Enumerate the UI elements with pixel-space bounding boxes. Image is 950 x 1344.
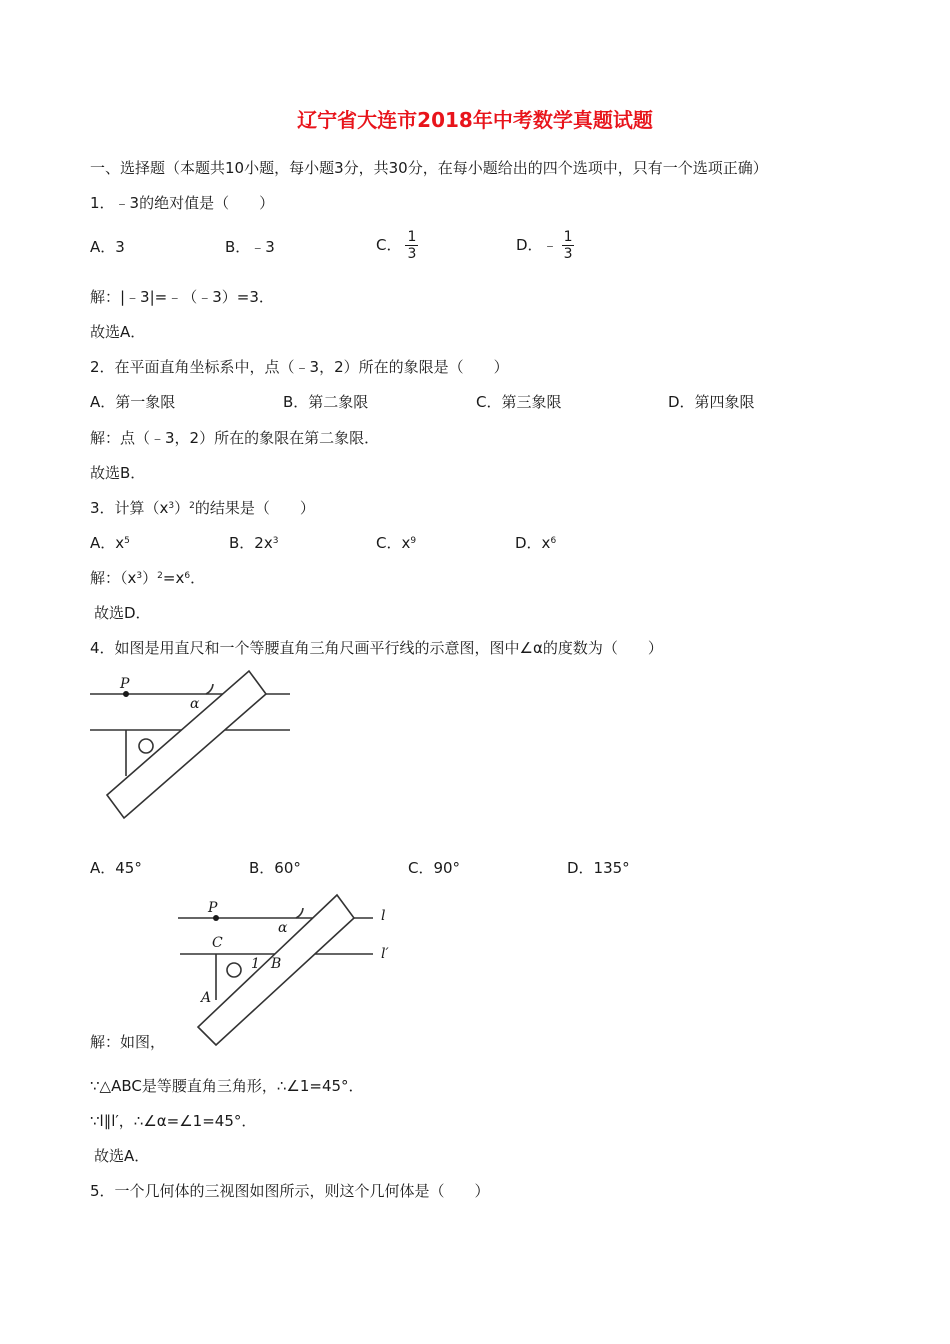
q1-option-c-label: C． — [376, 236, 402, 254]
exponent: 2 — [189, 501, 195, 511]
text: B．2x — [229, 534, 273, 552]
fraction-denominator: 3 — [563, 246, 573, 262]
label-p: P — [120, 676, 130, 692]
ruler — [107, 671, 266, 818]
q2-answer: 故选B． — [90, 464, 146, 482]
q1-option-b: B．﹣3 — [225, 238, 275, 256]
text: C．x — [376, 534, 411, 552]
exponent: 6 — [550, 536, 557, 546]
label-b: B — [271, 956, 282, 972]
q2-option-c: C．第三象限 — [476, 393, 562, 411]
text: 3．计算（x — [90, 499, 169, 517]
q4-answer: 故选A． — [94, 1147, 150, 1165]
exponent: 5 — [124, 536, 130, 546]
q4-figure-2 — [178, 892, 408, 1052]
exponent: 3 — [272, 536, 279, 546]
q1-option-a: A．3 — [90, 238, 125, 256]
exponent: 3 — [136, 571, 143, 581]
exponent: 3 — [168, 501, 175, 511]
question-5-stem: 5．一个几何体的三视图如图所示，则这个几何体是（ ） — [90, 1182, 490, 1200]
triangle-hole — [227, 963, 241, 977]
q2-solution: 解：点（﹣3，2）所在的象限在第二象限． — [90, 429, 380, 447]
q4-option-b: B．60° — [249, 859, 301, 877]
exponent: 6 — [184, 571, 191, 581]
q3-option-c — [376, 533, 416, 553]
q4-option-a: A．45° — [90, 859, 142, 877]
q2-option-a: A．第一象限 — [90, 393, 176, 411]
q4-option-c: C．90° — [408, 859, 461, 877]
q2-option-d: D．第四象限 — [668, 393, 755, 411]
q2-option-b: B．第二象限 — [283, 393, 369, 411]
question-3-stem — [90, 498, 315, 518]
q1-option-c-fraction — [405, 229, 418, 262]
label-alpha: α — [190, 696, 200, 712]
text: ） — [174, 499, 190, 517]
label-l: l — [381, 908, 386, 924]
question-1-stem: 1．﹣3的绝对值是（ ） — [90, 194, 275, 212]
q3-option-a — [90, 533, 130, 553]
text: ） — [142, 569, 158, 587]
angle-arc — [296, 908, 303, 918]
fraction-numerator: 1 — [563, 229, 573, 245]
q1-option-d-fraction — [562, 229, 575, 262]
label-l-prime: l′ — [381, 946, 389, 962]
text: D．x — [515, 534, 551, 552]
q3-option-d — [515, 533, 556, 553]
q1-option-c — [376, 229, 418, 262]
page-title: 辽宁省大连市2018年中考数学真题试题 — [297, 108, 653, 132]
label-1: 1 — [251, 956, 260, 972]
text: 的结果是（ ） — [194, 499, 315, 517]
fraction-denominator: 3 — [407, 246, 417, 262]
text: =x — [162, 569, 185, 587]
label-alpha: α — [278, 920, 288, 936]
section-heading: 一、选择题（本题共10小题，每小题3分，共30分，在每小题给出的四个选项中，只有一个选项正确） — [90, 159, 768, 177]
q3-answer: 故选D． — [94, 604, 151, 622]
q1-option-d-label: D．﹣ — [516, 236, 558, 254]
label-a: A — [201, 990, 212, 1006]
q3-option-b — [229, 533, 278, 553]
triangle-hole — [139, 739, 153, 753]
question-4-stem: 4．如图是用直尺和一个等腰直角三角尺画平行线的示意图，图中∠α的度数为（ ） — [90, 639, 663, 657]
q4-solution-2: ∵△ABC是等腰直角三角形，∴∠1=45°． — [90, 1077, 364, 1095]
q4-solution-3: ∵l∥l′，∴∠α=∠1=45°． — [90, 1112, 257, 1130]
q1-option-d — [516, 229, 574, 262]
label-p: P — [208, 900, 218, 916]
q4-figure-1 — [90, 668, 290, 828]
text: ． — [190, 569, 206, 587]
q4-option-d: D．135° — [567, 859, 630, 877]
q1-solution: 解：|﹣3|=﹣（﹣3）=3． — [90, 288, 274, 306]
fraction-numerator: 1 — [407, 229, 417, 245]
exponent: 9 — [410, 536, 417, 546]
label-c: C — [212, 935, 223, 951]
q1-answer: 故选A． — [90, 323, 146, 341]
question-2-stem: 2．在平面直角坐标系中，点（﹣3，2）所在的象限是（ ） — [90, 358, 509, 376]
exponent: 2 — [157, 571, 163, 581]
text: 解：（x — [90, 569, 137, 587]
angle-arc — [206, 684, 213, 694]
q4-solution-1: 解：如图， — [90, 1033, 166, 1051]
text: A．x — [90, 534, 125, 552]
q3-solution — [90, 568, 205, 588]
